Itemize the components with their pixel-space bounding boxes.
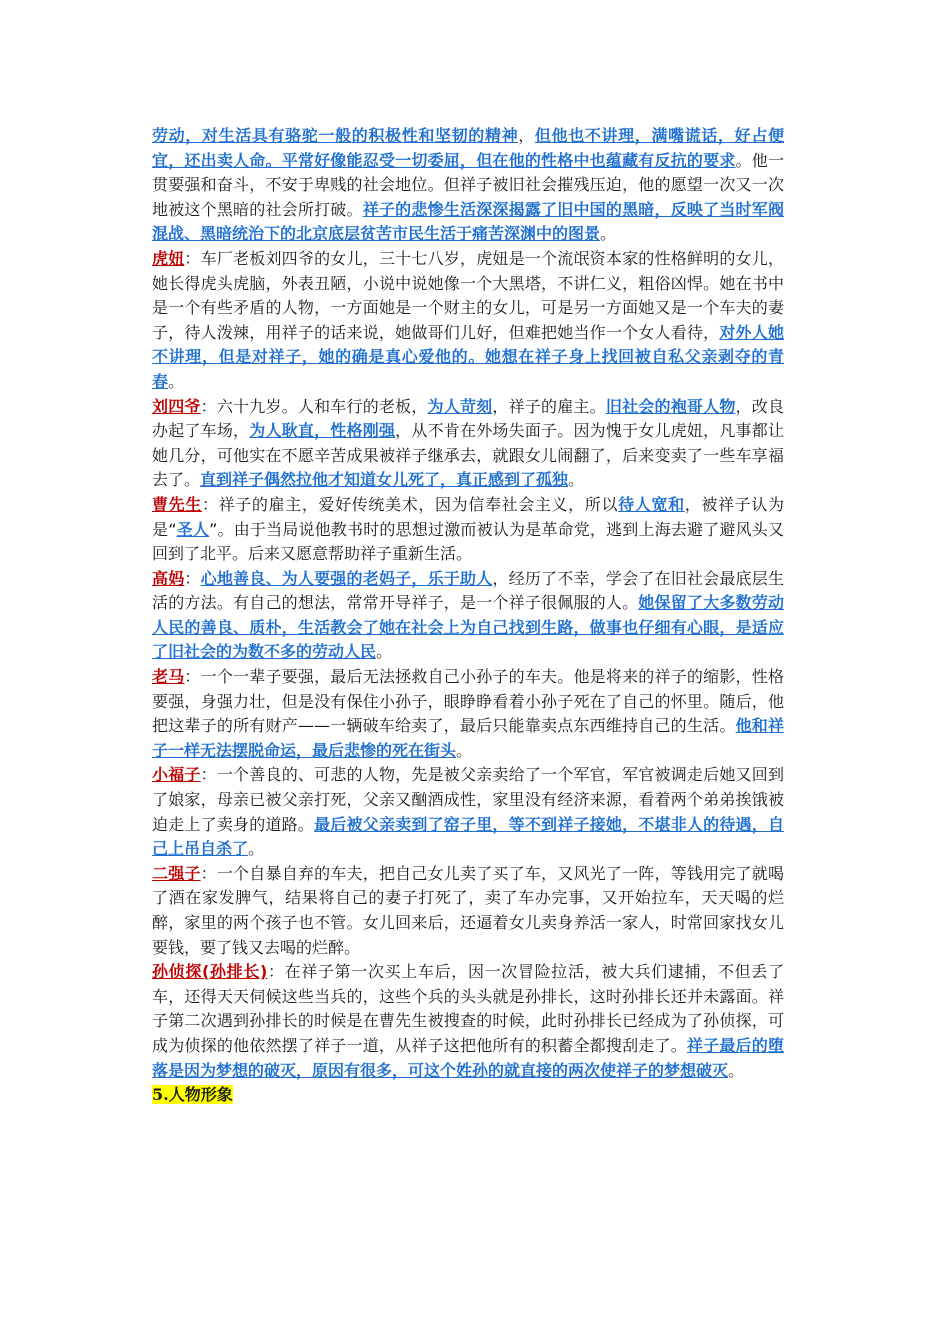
body-text: ：六十九岁。人和车行的老板， <box>200 396 428 416</box>
body-text: ”。由于当局说他教书时的思想过激而被认为是革命党，逃到上海去避了避风头又回到了北平。后来又愿意帮助祥子重新生活。 <box>152 519 784 564</box>
paragraph-xiangzi-cont <box>152 124 784 247</box>
highlighted-text: 为人耿直，性格刚强 <box>249 421 396 441</box>
body-text: ， <box>518 126 535 145</box>
highlighted-text: 祥子的悲惨生活深深揭露了旧中国的黑暗，反映了当时军阀混战、黑暗统治下的北京底层贫苦市民生活于痛苦深渊中的图景 <box>152 199 784 244</box>
body-text: 。 <box>568 470 585 490</box>
paragraph-liusiye <box>152 395 784 493</box>
paragraph-erqiangzi <box>152 862 784 960</box>
body-text: ：一个善良的、可悲的人物，先是被父亲卖给了一个军官，军官被调走后她又回到了娘家，母亲已被父亲打死，父亲又酗酒成性，家里没有经济来源，看着两个弟弟挨饿被迫走上了卖身的道路。 <box>152 765 784 834</box>
highlighted-text: 心地善良、为人要强的老妈子，乐于助人 <box>200 568 493 588</box>
character-name: 高妈 <box>152 568 185 588</box>
paragraph-laoma <box>152 665 784 763</box>
paragraph-list <box>152 124 784 1083</box>
section-heading <box>152 1083 784 1108</box>
section-heading-text: 5.人物形象 <box>152 1085 233 1105</box>
body-text: 。 <box>376 642 393 662</box>
highlighted-text: 待人宽和 <box>618 494 685 514</box>
highlighted-text: 她保留了大多数劳动人民的善良、质朴，生活教会了她在社会上为自己找到生路，做事也仔细有心眼，是适应了旧社会的为数不多的劳动人民 <box>152 593 784 662</box>
highlighted-text: 对外人她不讲理，但是对祥子，她的确是真心爱他的。她想在祥子身上找回被自私父亲剥夺的青春 <box>152 322 784 391</box>
paragraph-caoxiansheng <box>152 493 784 567</box>
character-name: 虎妞 <box>152 248 185 268</box>
paragraph-xiaofuzi <box>152 763 784 861</box>
body-text: ：一个一辈子要强，最后无法拯救自己小孙子的车夫。他是将来的祥子的缩影，性格要强，身强力壮，但是没有保住小孙子，眼睁睁看着小孙子死在了自己的怀里。随后，他把这辈子的所有财产——一辆破车给卖了，最后只能靠卖点东西维持自己的生活。 <box>152 667 784 736</box>
highlighted-text: 祥子最后的堕落是因为梦想的破灭，原因有很多，可这个姓孙的就直接的两次使祥子的梦想破灭 <box>152 1035 784 1080</box>
character-name: 小福子 <box>152 765 201 785</box>
highlighted-text: 劳动，对生活具有骆驼一般的积极性和坚韧的精神 <box>152 126 519 145</box>
body-text: ，祥子的雇主。 <box>492 396 606 416</box>
highlighted-text: 旧社会的袍哥人物 <box>605 396 736 416</box>
character-name: 孙侦探(孙排长) <box>152 962 268 982</box>
body-text: 。 <box>600 224 617 244</box>
paragraph-gaoma <box>152 567 784 665</box>
highlighted-text: 但他也不讲理，满嘴谎话，好占便宜，还出卖人命。平常好像能忍受一切委屈，但在他的性格中也蕴藏有反抗的要求 <box>152 126 784 170</box>
body-text: ，从不肯在外场失面子。因为愧于女儿虎妞，凡事都让她几分，可他实在不愿辛苦成果被祥子继承去，就跟女儿闹翻了，后来变卖了一些车享福去了。 <box>152 421 784 490</box>
body-text: 。 <box>248 839 265 859</box>
body-text: ： <box>184 568 201 588</box>
character-name: 刘四爷 <box>152 396 201 416</box>
paragraph-sunzhentan <box>152 960 784 1083</box>
highlighted-text: 圣人 <box>176 519 210 539</box>
character-name: 二强子 <box>152 863 201 883</box>
highlighted-text: 他和祥子一样无法摆脱命运，最后悲惨的死在街头 <box>152 716 784 760</box>
character-name: 曹先生 <box>152 494 202 514</box>
paragraph-huniu <box>152 247 784 395</box>
body-text: ，被祥子认为是“ <box>152 494 784 539</box>
highlighted-text: 最后被父亲卖到了窑子里，等不到祥子接她，不堪非人的待遇，自己上吊自杀了 <box>152 814 784 859</box>
body-text: 。他一贯要强和奋斗，不安于卑贱的社会地位。但祥子被旧社会摧残压迫，他的愿望一次又一次地被这个黑暗的社会所打破。 <box>152 150 784 219</box>
character-name: 老马 <box>152 667 185 687</box>
body-text: 。 <box>456 740 473 760</box>
body-text: 。 <box>168 371 185 391</box>
highlighted-text: 为人苛刻 <box>427 396 493 416</box>
body-text: ：一个自暴自弃的车夫，把自己女儿卖了买了车，又风光了一阵，等钱用完了就喝了酒在家发脾气，结果将自己的妻子打死了，卖了车办完事，又开始拉车，天天喝的烂醉，家里的两个孩子也不管。女儿回来后，还逼着女儿卖身养活一家人，时常回家找女儿要钱，要了钱又去喝的烂醉。 <box>152 863 784 957</box>
body-text: ：祥子的雇主，爱好传统美术，因为信奉社会主义，所以 <box>201 494 619 514</box>
body-text: ，经历了不幸，学会了在旧社会最底层生活的方法。有自己的想法，常常开导祥子，是一个祥子很佩服的人。 <box>152 568 784 613</box>
document-body <box>152 124 784 1108</box>
body-text: ：在祥子第一次买上车后，因一次冒险拉活，被大兵们逮捕，不但丢了车，还得天天伺候这些当兵的，这些个兵的头头就是孙排长，这时孙排长还并未露面。祥子第二次遇到孙排长的时候是在曹先生被搜查的时候，此时孙排长已经成为了孙侦探，可成为侦探的他依然摆了祥子一道，从祥子这把他所有的积蓄全都搜刮走了。 <box>152 962 784 1055</box>
body-text: ：车厂老板刘四爷的女儿，三十七八岁，虎妞是一个流氓资本家的性格鲜明的女儿，她长得虎头虎脑，外表丑陋，小说中说她像一个大黑塔，不讲仁义，粗俗凶悍。她在书中是一个有些矛盾的人物，一方面她是一个财主的女儿，可是另一方面她又是一个车夫的妻子，待人泼辣，用祥子的话来说，她做哥们儿好，但难把她当作一个女人看待， <box>152 248 784 342</box>
highlighted-text: 直到祥子偶然拉他才知道女儿死了，真正感到了孤独 <box>200 470 569 490</box>
body-text: ，改良办起了车场， <box>152 396 784 441</box>
body-text: 。 <box>728 1060 745 1080</box>
